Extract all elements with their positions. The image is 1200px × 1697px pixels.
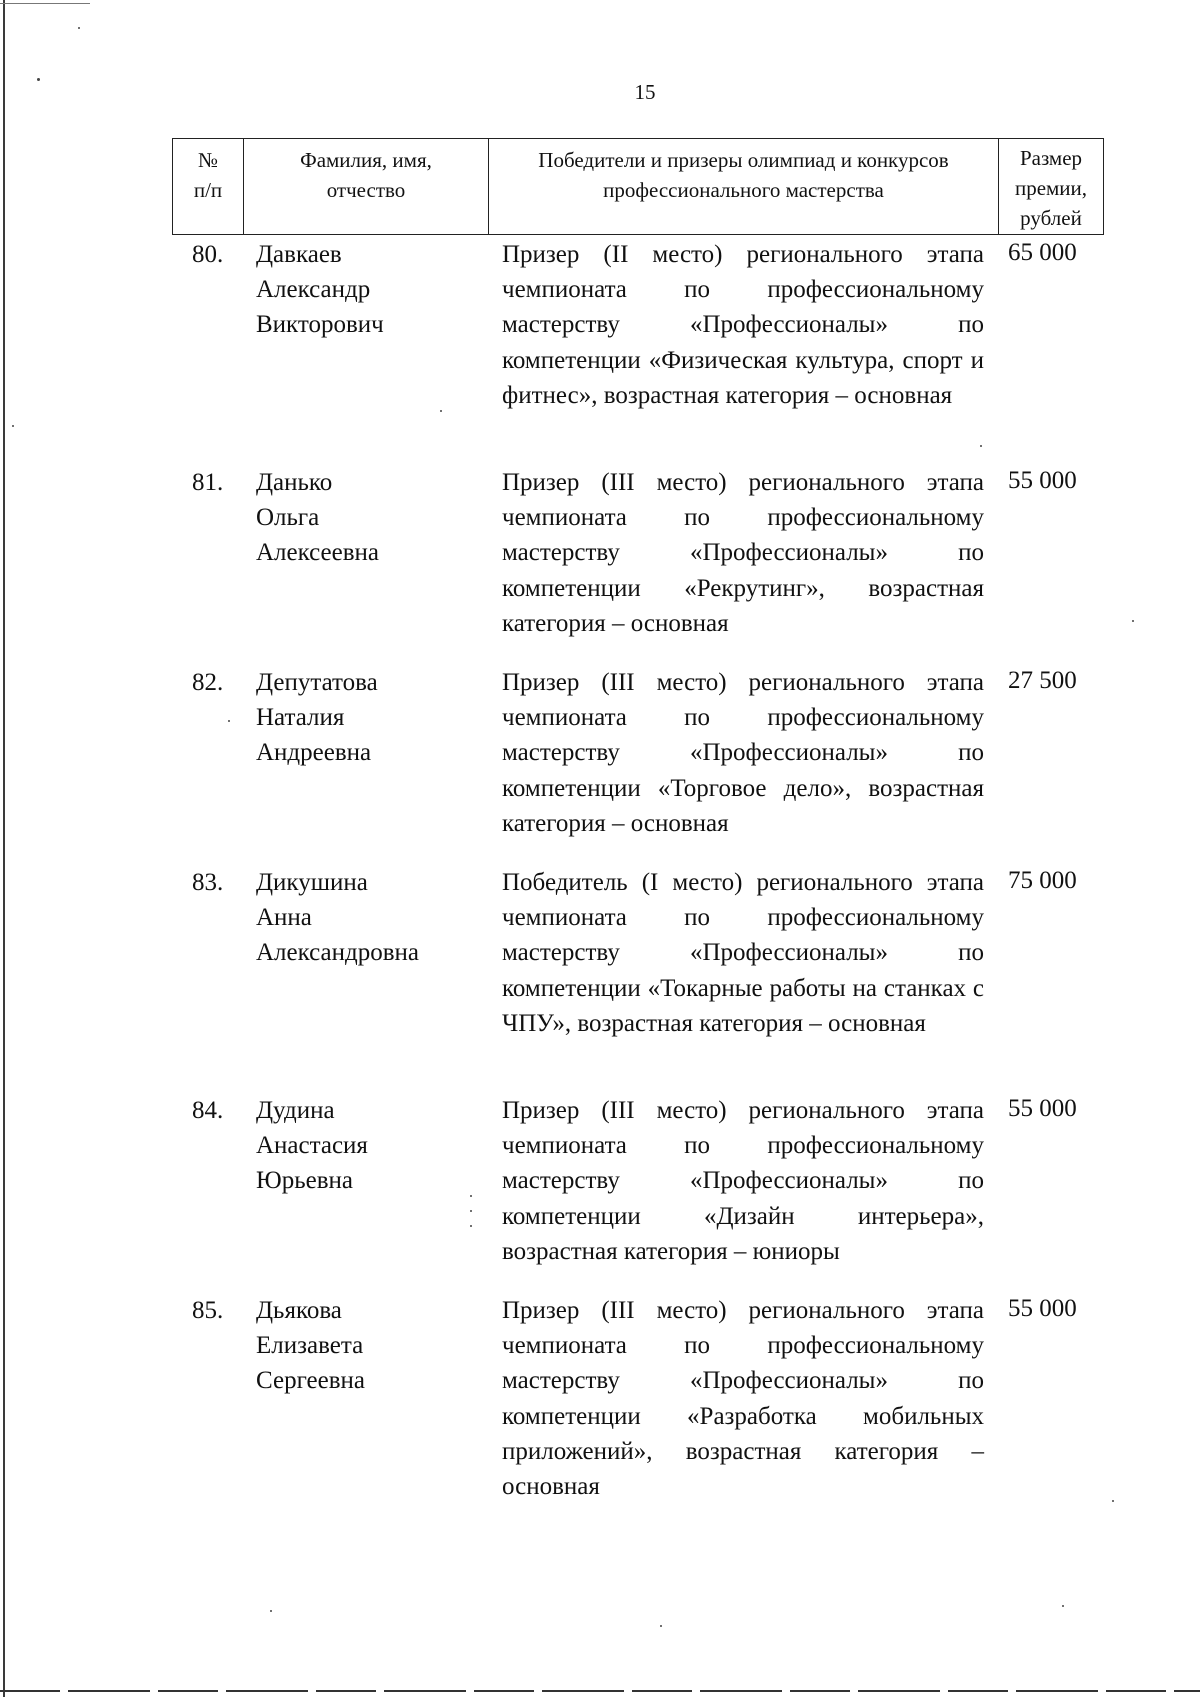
- header-desc: [489, 139, 999, 234]
- row-full-name: [256, 465, 486, 571]
- scan-speck: [470, 1225, 472, 1227]
- scan-speck: [980, 445, 982, 447]
- row-description: Призер (III место) регионального этапа чемпионата по профессиональному мастерству «Профессионалы» по компетенции «Дизайн интерьера», возрастная категория – юниоры: [502, 1097, 984, 1265]
- header-prize: [999, 139, 1103, 234]
- row-full-name: [256, 1293, 486, 1399]
- scan-speck: [1132, 620, 1134, 622]
- row-description: Призер (III место) регионального этапа чемпионата по профессиональному мастерству «Профессионалы» по компетенции «Торговое дело», возрастная категория – основная: [502, 669, 984, 837]
- scan-speck: [270, 1610, 272, 1612]
- row-surname: Данько: [256, 469, 333, 496]
- scan-edge-top: [0, 3, 90, 4]
- row-number: 81.: [192, 469, 224, 496]
- scan-speck: [1062, 1605, 1064, 1607]
- header-name-label: Фамилия, имя, отчество: [300, 148, 432, 202]
- row-patronymic: Юрьевна: [256, 1167, 353, 1195]
- row-surname: Дудина: [256, 1097, 335, 1124]
- row-number: 85.: [192, 1297, 224, 1324]
- row-prize: 55 000: [1008, 1095, 1077, 1122]
- scan-speck: [470, 1195, 472, 1197]
- row-first-name: Александр: [256, 276, 371, 304]
- row-first-name: Анастасия: [256, 1132, 368, 1160]
- row-number: 82.: [192, 669, 224, 696]
- scan-speck: [37, 78, 40, 81]
- row-description: Призер (III место) регионального этапа чемпионата по профессиональному мастерству «Профессионалы» по компетенции «Рекрутинг», возрастная категория – основная: [502, 469, 984, 637]
- row-patronymic: Сергеевна: [256, 1367, 365, 1395]
- page-number: 15: [634, 80, 656, 104]
- header-num: [173, 139, 244, 234]
- row-surname: Дьякова: [256, 1297, 342, 1324]
- scan-speck: [1112, 1500, 1114, 1502]
- row-surname: Давкаев: [256, 241, 342, 268]
- row-patronymic: Алексеевна: [256, 539, 380, 567]
- row-patronymic: Викторович: [256, 311, 384, 339]
- header-num-label: № п/п: [193, 148, 223, 202]
- row-first-name: Наталия: [256, 704, 345, 732]
- row-description: Призер (II место) регионального этапа чемпионата по профессиональному мастерству «Профессионалы» по компетенции «Физическая культура, спорт и фитнес», возрастная категория – основная: [502, 241, 984, 409]
- header-desc-label: Победители и призеры олимпиад и конкурсов профессионального мастерства: [538, 148, 949, 202]
- row-first-name: Анна: [256, 904, 312, 932]
- row-number: 80.: [192, 241, 224, 268]
- row-number: 84.: [192, 1097, 224, 1124]
- awards-table: [172, 138, 1104, 235]
- table-header: [172, 138, 1104, 235]
- row-prize: 27 500: [1008, 667, 1077, 694]
- header-name: [244, 139, 489, 234]
- row-full-name: [256, 1093, 486, 1199]
- row-prize: 75 000: [1008, 867, 1077, 894]
- scan-speck: [78, 27, 80, 29]
- row-surname: Дикушина: [256, 869, 368, 896]
- row-full-name: [256, 237, 486, 343]
- scan-speck: [228, 720, 230, 722]
- header-prize-label: Размер премии, рублей: [1014, 146, 1088, 230]
- scan-speck: [660, 1625, 662, 1627]
- row-prize: 55 000: [1008, 1295, 1077, 1322]
- row-first-name: Елизавета: [256, 1332, 364, 1360]
- scan-edge-bottom: [0, 1690, 1200, 1692]
- row-description: Призер (III место) регионального этапа чемпионата по профессиональному мастерству «Профессионалы» по компетенции «Разработка мобильных приложений», возрастная категория – основная: [502, 1297, 984, 1501]
- row-patronymic: Александровна: [256, 939, 420, 967]
- row-first-name: Ольга: [256, 504, 320, 532]
- row-number: 83.: [192, 869, 224, 896]
- scan-edge-left: [3, 0, 5, 1697]
- row-description: Победитель (I место) регионального этапа чемпионата по профессиональному мастерству «Профессионалы» по компетенции «Токарные работы на станках с ЧПУ», возрастная категория – основная: [502, 869, 984, 1037]
- row-surname: Депутатова: [256, 669, 378, 696]
- row-full-name: [256, 665, 486, 771]
- row-prize: 55 000: [1008, 467, 1077, 494]
- scan-speck: [440, 410, 442, 412]
- row-patronymic: Андреевна: [256, 739, 372, 767]
- row-full-name: [256, 865, 486, 971]
- scan-speck: [12, 425, 14, 427]
- scan-speck: [470, 1210, 472, 1212]
- row-prize: 65 000: [1008, 239, 1077, 266]
